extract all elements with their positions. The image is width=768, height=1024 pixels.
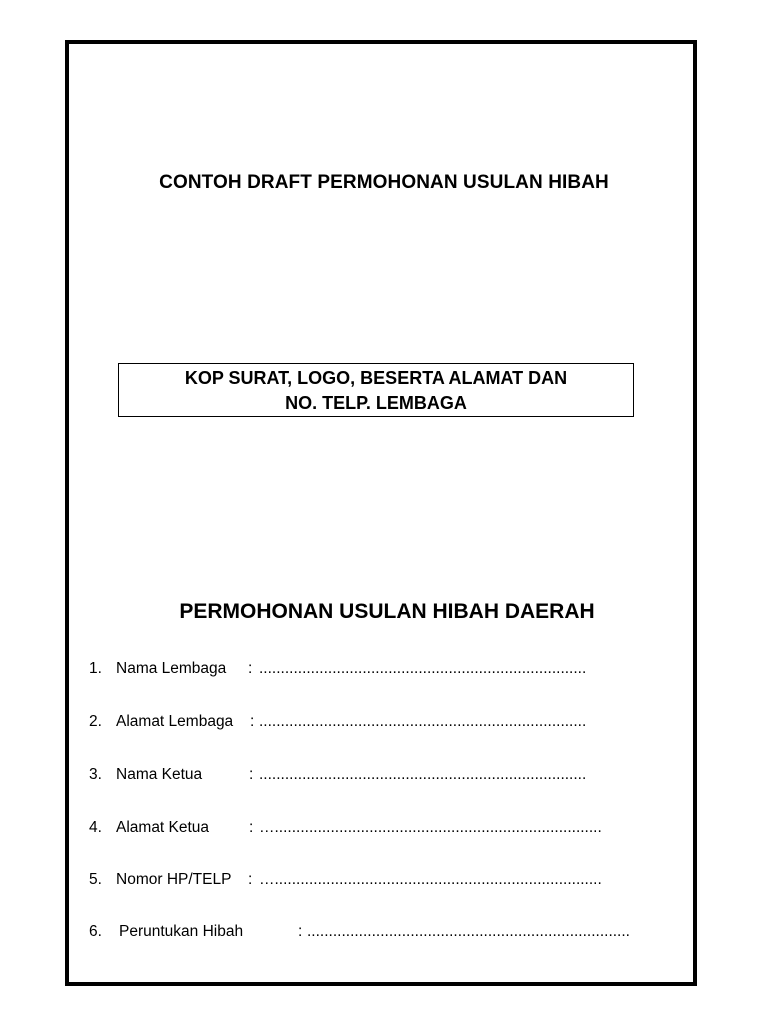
field-number: 2. <box>89 713 102 730</box>
field-number: 1. <box>89 660 102 677</box>
form-title: PERMOHONAN USULAN HIBAH DAERAH <box>179 600 595 623</box>
field-label: Nomor HP/TELP <box>116 871 232 888</box>
letterhead-line-1: KOP SURAT, LOGO, BESERTA ALAMAT DAN <box>184 368 568 388</box>
field-label: Nama Lembaga <box>116 660 227 677</box>
field-colon: : <box>249 766 254 783</box>
field-colon: : <box>250 713 255 730</box>
field-fill-line: ............................................................................ <box>259 713 587 730</box>
field-label: Alamat Ketua <box>116 819 210 836</box>
field-label: Nama Ketua <box>116 766 203 783</box>
field-label: Peruntukan Hibah <box>119 923 244 940</box>
field-colon: : <box>248 871 253 888</box>
field-fill-line: …............................................................................ <box>259 871 602 888</box>
letterhead-line-2: NO. TELP. LEMBAGA <box>285 393 467 413</box>
field-number: 5. <box>89 871 102 888</box>
field-fill-line: ............................................................................ <box>259 766 587 783</box>
field-number: 6. <box>89 923 102 940</box>
field-fill-line: ........................................................................... <box>307 923 630 940</box>
document-title: CONTOH DRAFT PERMOHONAN USULAN HIBAH <box>159 172 609 193</box>
field-fill-line: …............................................................................ <box>259 819 602 836</box>
field-number: 3. <box>89 766 102 783</box>
field-colon: : <box>248 660 253 677</box>
field-colon: : <box>298 923 303 940</box>
field-colon: : <box>249 819 254 836</box>
field-number: 4. <box>89 819 102 836</box>
field-fill-line: ............................................................................ <box>259 660 587 677</box>
field-label: Alamat Lembaga <box>116 713 234 730</box>
letterhead-placeholder-box <box>118 363 634 417</box>
